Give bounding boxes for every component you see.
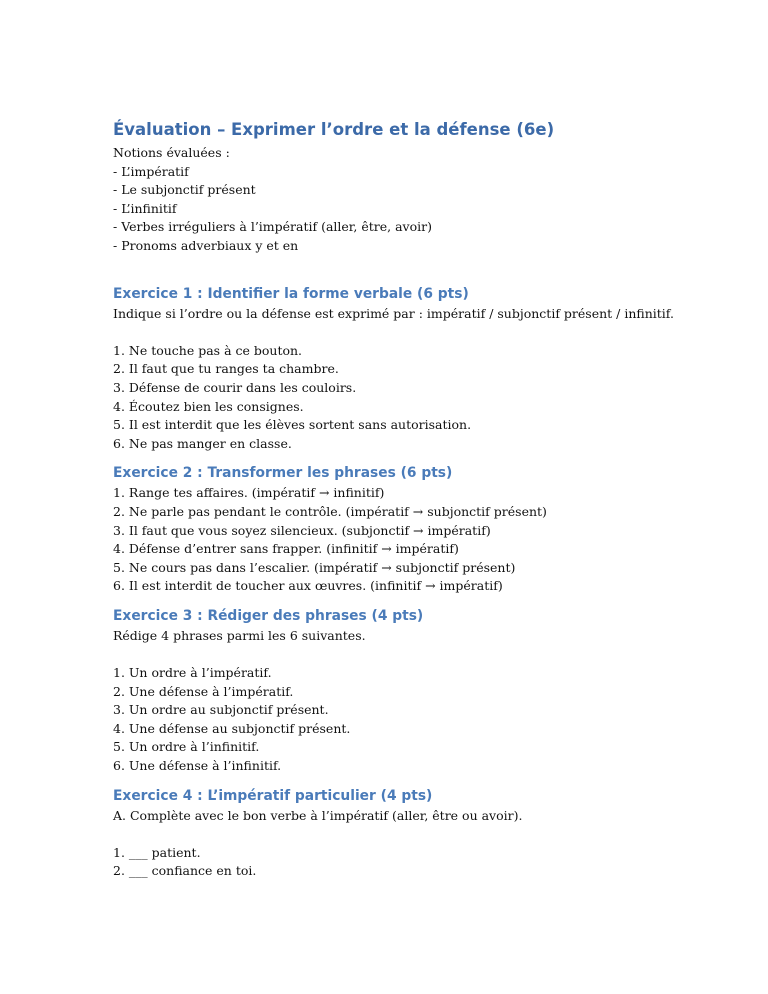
exercise-4-item: 2. ___ confiance en toi.: [113, 863, 257, 879]
intro-item: - Verbes irréguliers à l’impératif (aller, être, avoir): [113, 219, 432, 235]
exercise-1-item: 6. Ne pas manger en classe.: [113, 435, 292, 451]
exercise-1: [113, 284, 673, 454]
exercise-3-instruction: Rédige 4 phrases parmi les 6 suivantes.: [113, 627, 366, 643]
exercise-2-item: 3. Il faut que vous soyez silencieux. (subjonctif → impératif): [113, 522, 491, 538]
document-page: [113, 118, 673, 881]
exercise-2: [113, 463, 673, 596]
exercise-2-heading: Exercice 2 : Transformer les phrases (6 pts): [113, 465, 453, 482]
exercise-3-heading: Exercice 3 : Rédiger des phrases (4 pts): [113, 607, 424, 624]
exercise-2-item: 1. Range tes affaires. (impératif → infinitif): [113, 485, 385, 501]
exercise-4-item: 1. ___ patient.: [113, 844, 201, 860]
exercise-3-item: 3. Un ordre au subjonctif présent.: [113, 702, 329, 718]
exercise-1-item: 3. Défense de courir dans les couloirs.: [113, 379, 357, 395]
intro-item: - Pronoms adverbiaux y et en: [113, 237, 299, 253]
exercise-2-item: 6. Il est interdit de toucher aux œuvres. (infinitif → impératif): [113, 578, 503, 594]
intro-item: - L’impératif: [113, 163, 189, 179]
intro-section: [113, 144, 673, 256]
exercise-3-item: 4. Une défense au subjonctif présent.: [113, 720, 351, 736]
exercise-1-item: 5. Il est interdit que les élèves sortent sans autorisation.: [113, 417, 472, 433]
exercise-3-item: 6. Une défense à l’infinitif.: [113, 758, 282, 774]
exercise-4-instruction: A. Complète avec le bon verbe à l’impératif (aller, être ou avoir).: [113, 807, 523, 823]
exercise-3-item: 1. Un ordre à l’impératif.: [113, 665, 272, 681]
document-title: Évaluation – Exprimer l’ordre et la défense (6e): [113, 120, 555, 139]
exercise-1-item: 4. Écoutez bien les consignes.: [113, 398, 304, 414]
intro-item: - Le subjonctif présent: [113, 182, 256, 198]
exercise-3-item: 5. Un ordre à l’infinitif.: [113, 739, 260, 755]
intro-item: - L’infinitif: [113, 200, 177, 216]
exercise-1-instruction: Indique si l’ordre ou la défense est exprimé par : impératif / subjonctif présent / infinitif.: [113, 305, 674, 321]
exercise-3-item: 2. Une défense à l’impératif.: [113, 683, 294, 699]
exercise-2-item: 5. Ne cours pas dans l’escalier. (impératif → subjonctif présent): [113, 559, 516, 575]
exercise-1-item: 1. Ne touche pas à ce bouton.: [113, 342, 303, 358]
exercise-4: [113, 786, 673, 881]
exercise-4-heading: Exercice 4 : L’impératif particulier (4 pts): [113, 787, 433, 804]
exercise-1-item: 2. Il faut que tu ranges ta chambre.: [113, 361, 339, 377]
exercise-3: [113, 606, 673, 776]
exercise-2-item: 4. Défense d’entrer sans frapper. (infinitif → impératif): [113, 541, 459, 557]
exercise-1-heading: Exercice 1 : Identifier la forme verbale (6 pts): [113, 285, 469, 302]
intro-label: Notions évaluées :: [113, 145, 230, 160]
exercise-2-item: 2. Ne parle pas pendant le contrôle. (impératif → subjonctif présent): [113, 503, 547, 519]
